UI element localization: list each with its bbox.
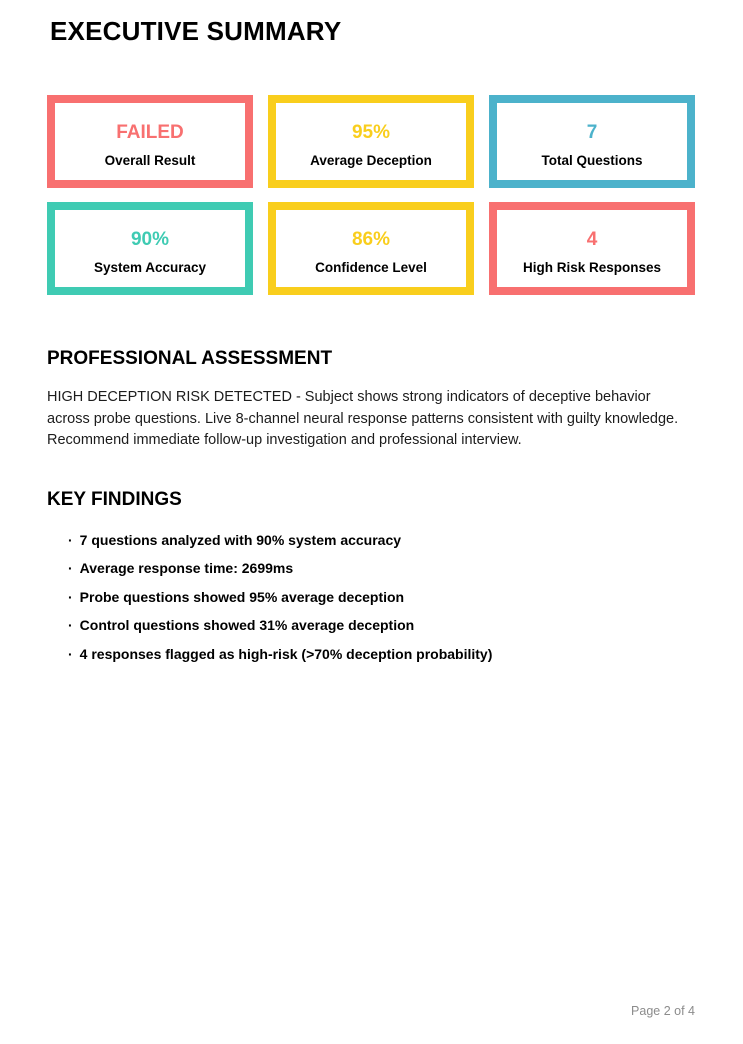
bullet-dot: · (68, 531, 73, 548)
stat-label: Overall Result (104, 152, 196, 168)
stat-card-high-risk-responses (489, 202, 695, 295)
stat-label: High Risk Responses (522, 259, 662, 275)
bullet-dot: · (68, 645, 73, 662)
page-number: Page 2 of 4 (631, 1004, 695, 1018)
stat-card-grid (47, 95, 695, 295)
finding-item (47, 589, 695, 605)
bullet-dot: · (68, 588, 73, 605)
stat-value: 95% (351, 121, 391, 143)
bullet-dot: · (68, 560, 73, 576)
finding-text: Average response time: 2699ms (79, 560, 294, 576)
finding-item (47, 646, 695, 662)
finding-text: 7 questions analyzed with 90% system accuracy (79, 531, 402, 548)
stat-value: 90% (130, 228, 170, 250)
finding-item (47, 617, 695, 633)
bullet-dot: · (68, 617, 73, 633)
section-heading-professional-assessment: PROFESSIONAL ASSESSMENT (47, 348, 333, 369)
finding-item (47, 532, 695, 548)
page-title: EXECUTIVE SUMMARY (50, 16, 342, 46)
finding-text: 4 responses flagged as high-risk (>70% deception probability) (79, 645, 493, 662)
stat-label: System Accuracy (93, 259, 207, 275)
finding-text: Probe questions showed 95% average deception (79, 588, 405, 605)
finding-item (47, 560, 695, 576)
assessment-body: HIGH DECEPTION RISK DETECTED - Subject shows strong indicators of deceptive behavior across probe questions. Live 8-channel neural response patterns consistent with guilty knowledge. Recommend immediate follow-up investigation and professional interview. (47, 389, 679, 448)
section-heading-key-findings: KEY FINDINGS (47, 488, 182, 510)
stat-value: 7 (586, 121, 598, 143)
stat-card-overall-result (47, 95, 253, 188)
finding-text: Control questions showed 31% average deception (79, 617, 415, 633)
stat-card-system-accuracy (47, 202, 253, 295)
section-professional-assessment (47, 347, 695, 452)
stat-card-average-deception (268, 95, 474, 188)
stat-value: FAILED (116, 121, 184, 143)
section-key-findings (47, 488, 695, 662)
stat-card-total-questions (489, 95, 695, 188)
stat-value: 4 (586, 228, 598, 250)
stat-value: 86% (351, 228, 391, 250)
stat-label: Total Questions (541, 152, 643, 168)
findings-list (47, 532, 695, 662)
stat-label: Average Deception (310, 152, 432, 168)
stat-card-confidence-level (268, 202, 474, 295)
stat-label: Confidence Level (315, 259, 427, 275)
